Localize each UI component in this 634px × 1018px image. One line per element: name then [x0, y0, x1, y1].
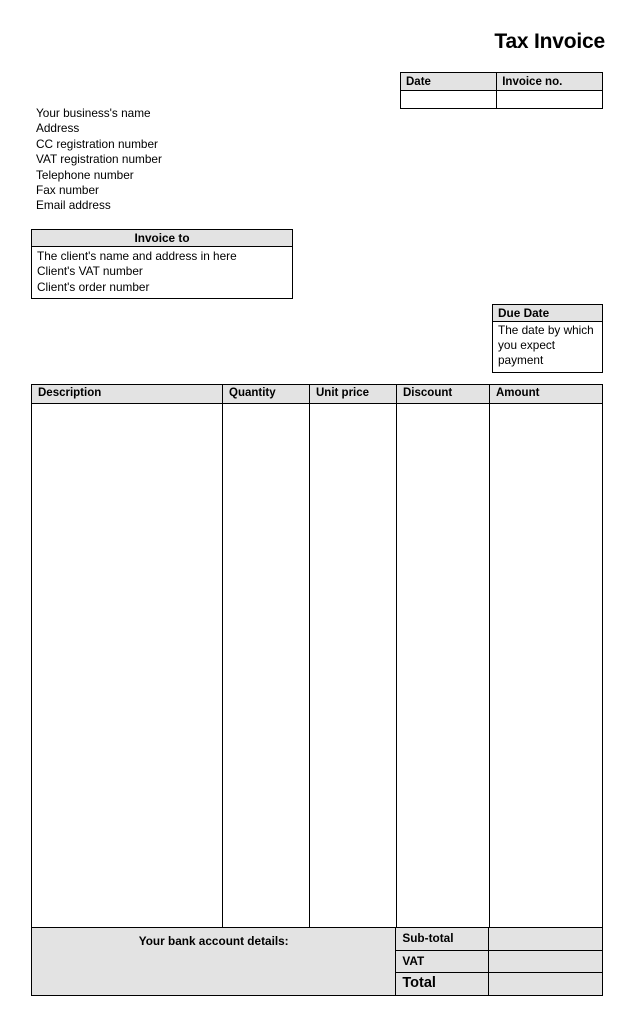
- invoice-to-line-name-address: The client's name and address in here: [37, 249, 237, 263]
- total-row: [396, 973, 602, 995]
- column-header-discount: Discount: [397, 385, 490, 403]
- invoice-to-body[interactable]: [32, 247, 292, 298]
- bank-details-label[interactable]: Your bank account details:: [32, 928, 396, 995]
- column-header-quantity: Quantity: [223, 385, 310, 403]
- business-details-block: [36, 106, 336, 214]
- invoice-to-heading: Invoice to: [32, 230, 292, 247]
- line-items-table: [31, 384, 603, 996]
- invoice-to-line-order: Client's order number: [37, 279, 150, 294]
- column-body-quantity[interactable]: [223, 404, 310, 927]
- column-header-amount: Amount: [496, 387, 540, 399]
- invoice-no-header-cell: Invoice no.: [497, 73, 603, 91]
- date-invoice-table: [400, 72, 603, 109]
- invoice-no-value-field[interactable]: [497, 91, 603, 109]
- due-date-body[interactable]: The date by which you expect payment: [498, 323, 594, 368]
- column-body-discount[interactable]: [397, 404, 490, 927]
- total-label: Total: [396, 973, 489, 995]
- business-line-cc-reg: CC registration number: [36, 136, 158, 151]
- column-body-description[interactable]: [32, 404, 223, 927]
- business-line-email: Email address: [36, 198, 111, 213]
- business-line-vat-reg: VAT registration number: [36, 152, 162, 167]
- invoice-to-line-vat: Client's VAT number: [37, 264, 143, 279]
- invoice-to-box: [31, 229, 293, 299]
- subtotal-row: [396, 928, 602, 951]
- date-invoice-header-row: [401, 73, 603, 91]
- subtotal-label: Sub-total: [396, 928, 489, 950]
- date-header-cell: Date: [401, 73, 497, 91]
- column-header-description: Description: [32, 385, 223, 403]
- column-header-unit-price: Unit price: [310, 385, 397, 403]
- total-value[interactable]: [489, 973, 602, 995]
- column-body-amount[interactable]: [490, 404, 602, 927]
- date-invoice-value-row: [401, 91, 603, 109]
- page-title: Tax Invoice: [494, 30, 605, 53]
- business-line-fax: Fax number: [36, 183, 99, 198]
- totals-block: [396, 928, 602, 995]
- subtotal-value[interactable]: [489, 928, 602, 950]
- vat-row: [396, 951, 602, 974]
- line-items-header-row: [32, 385, 602, 404]
- business-line-address: Address: [36, 121, 80, 136]
- business-line-name: Your business's name: [36, 106, 151, 120]
- vat-label: VAT: [396, 951, 489, 973]
- line-items-body: [32, 404, 602, 927]
- due-date-box: [492, 304, 603, 373]
- business-line-telephone: Telephone number: [36, 167, 134, 182]
- due-date-heading: Due Date: [493, 305, 602, 322]
- date-value-field[interactable]: [401, 91, 497, 109]
- invoice-footer: [32, 927, 602, 995]
- vat-value[interactable]: [489, 951, 602, 973]
- column-body-unit-price[interactable]: [310, 404, 397, 927]
